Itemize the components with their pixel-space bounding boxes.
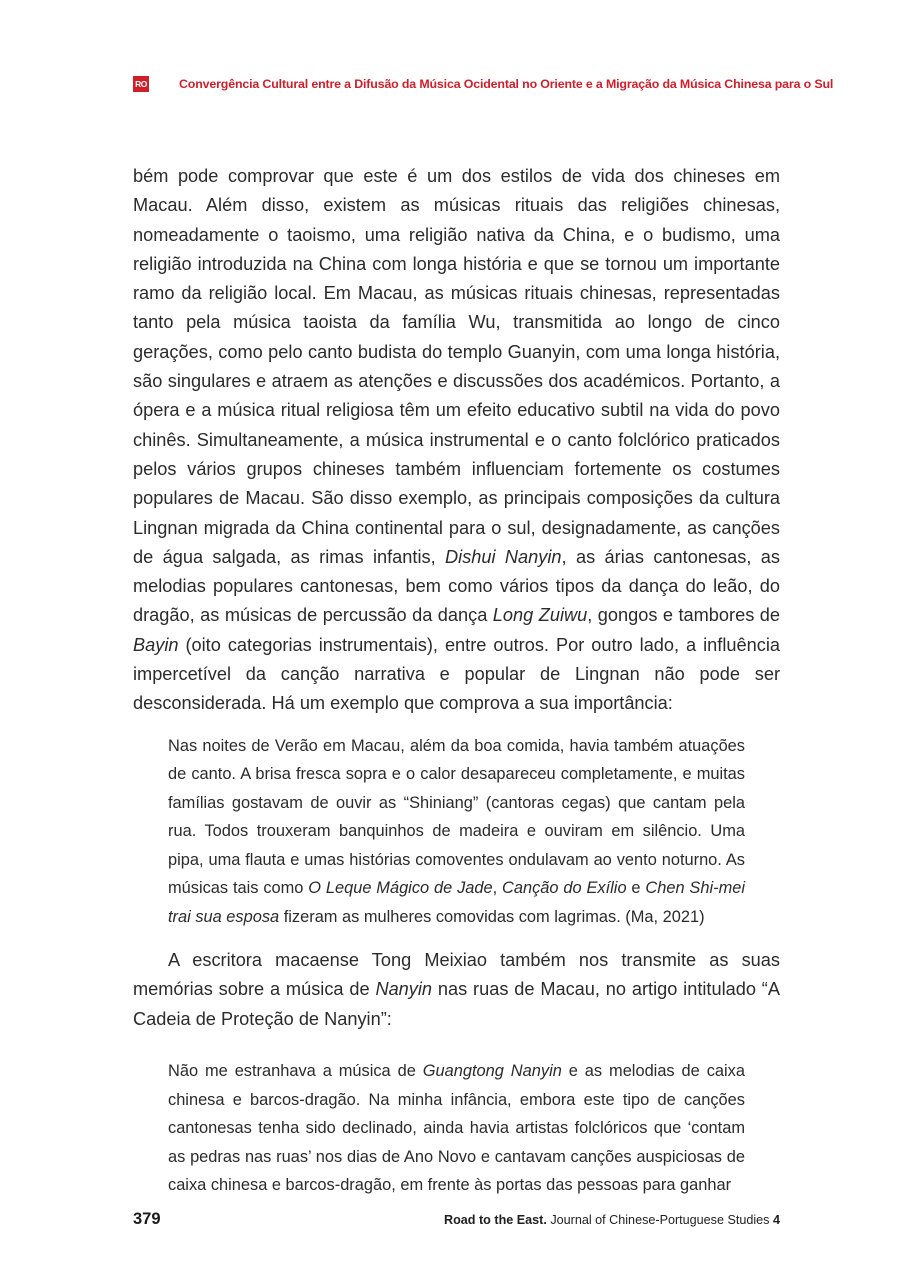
text-segment: Canção do Exílio bbox=[502, 879, 627, 898]
text-segment: Chen Shi-mei trai sua esposa bbox=[168, 879, 745, 926]
journal-citation-title: Road to the East. bbox=[444, 1213, 547, 1227]
journal-issue-number: 4 bbox=[772, 1213, 780, 1227]
text-segment: Não me estranhava a música de bbox=[168, 1062, 423, 1081]
page-number: 379 bbox=[133, 1210, 161, 1228]
article-body bbox=[133, 162, 780, 1200]
running-head-title: Convergência Cultural entre a Difusão da Música Ocidental no Oriente e a Migração da Música Chinesa para o Sul bbox=[179, 77, 834, 91]
text-segment: fizeram as mulheres comovidas com lagrimas. (Ma, 2021) bbox=[279, 907, 705, 926]
journal-logo-icon: RO bbox=[133, 76, 149, 92]
text-segment: Guangtong Nanyin bbox=[422, 1062, 562, 1081]
page-header bbox=[133, 76, 834, 92]
text-segment: e as melodias de caixa chinesa e barcos-dragão. Na minha infância, embora este tipo de canções cantonesas tenha sido declinado, ainda havia artistas folclóricos que ‘contam as pedras nas ruas’ nos dias de Ano Novo e cantavam canções auspiciosas de caixa chinesa e barcos-dragão, em frente às portas das pessoas para ganhar bbox=[168, 1062, 745, 1195]
text-segment: , as árias cantonesas, as melodias populares cantonesas, bem como vários tipos da dança do leão, do dragão, as músicas de percussão da dança bbox=[133, 546, 780, 626]
journal-citation bbox=[444, 1213, 780, 1227]
text-segment: Long Zuiwu bbox=[492, 605, 588, 626]
text-segment: , gongos e tambores de bbox=[587, 605, 780, 626]
paragraph-continuation bbox=[133, 162, 780, 719]
text-segment: e bbox=[626, 879, 646, 898]
text-segment: bém pode comprovar que este é um dos estilos de vida dos chineses em Macau. Além disso, existem as músicas rituais das religiões chinesas, nomeadamente o taoismo, uma religião nativa da China, e o budismo, uma religião introduzida na China com longa história e que se tornou um importante ramo da religião local. Em Macau, as músicas rituais chinesas, representadas tanto pela música taoista da família Wu, transmitida ao longo de cinco gerações, como pelo canto budista do templo Guanyin, com uma longa história, são singulares e atraem as atenções e discussões dos académicos. Portanto, a ópera e a música ritual religiosa têm um efeito educativo subtil na vida do povo chinês. Simultaneamente, a música instrumental e o canto folclórico praticados pelos vários grupos chineses também influenciam fortemente os costumes populares de Macau. São disso exemplo, as principais composições da cultura Lingnan migrada da China continental para o sul, designadamente, as canções de água salgada, as rimas infantis, bbox=[133, 166, 780, 567]
text-segment: (oito categorias instrumentais), entre outros. Por outro lado, a influência impercetível da canção narrativa e popular de Lingnan não pode ser desconsiderada. Há um exemplo que comprova a sua importância: bbox=[133, 634, 780, 714]
text-segment: Bayin bbox=[133, 634, 179, 655]
journal-citation-subtitle: Journal of Chinese-Portuguese Studies bbox=[546, 1213, 773, 1227]
text-segment: A escritora macaense Tong Meixiao também nos transmite as suas memórias sobre a música de bbox=[133, 950, 780, 1000]
text-segment: Nanyin bbox=[375, 979, 433, 1000]
text-segment: , bbox=[492, 879, 503, 898]
text-segment: nas ruas de Macau, no artigo intitulado “A Cadeia de Proteção de Nanyin”: bbox=[133, 979, 780, 1029]
text-segment: Dishui Nanyin bbox=[445, 546, 562, 567]
text-segment: O Leque Mágico de Jade bbox=[308, 879, 493, 898]
block-quote-nanyin-memories bbox=[168, 1057, 745, 1200]
paragraph-tong-meixiao bbox=[133, 946, 780, 1034]
text-segment: Nas noites de Verão em Macau, além da boa comida, havia também atuações de canto. A brisa fresca sopra e o calor desapareceu completamente, e muitas famílias gostavam de ouvir as “Shiniang” (cantoras cegas) que cantam pela rua. Todos trouxeram banquinhos de madeira e ouviram em silêncio. Uma pipa, uma flauta e umas histórias comoventes ondulavam ao vento noturno. As músicas tais como bbox=[168, 736, 745, 898]
page-footer bbox=[133, 1210, 780, 1229]
block-quote-summer-nights bbox=[168, 732, 745, 932]
